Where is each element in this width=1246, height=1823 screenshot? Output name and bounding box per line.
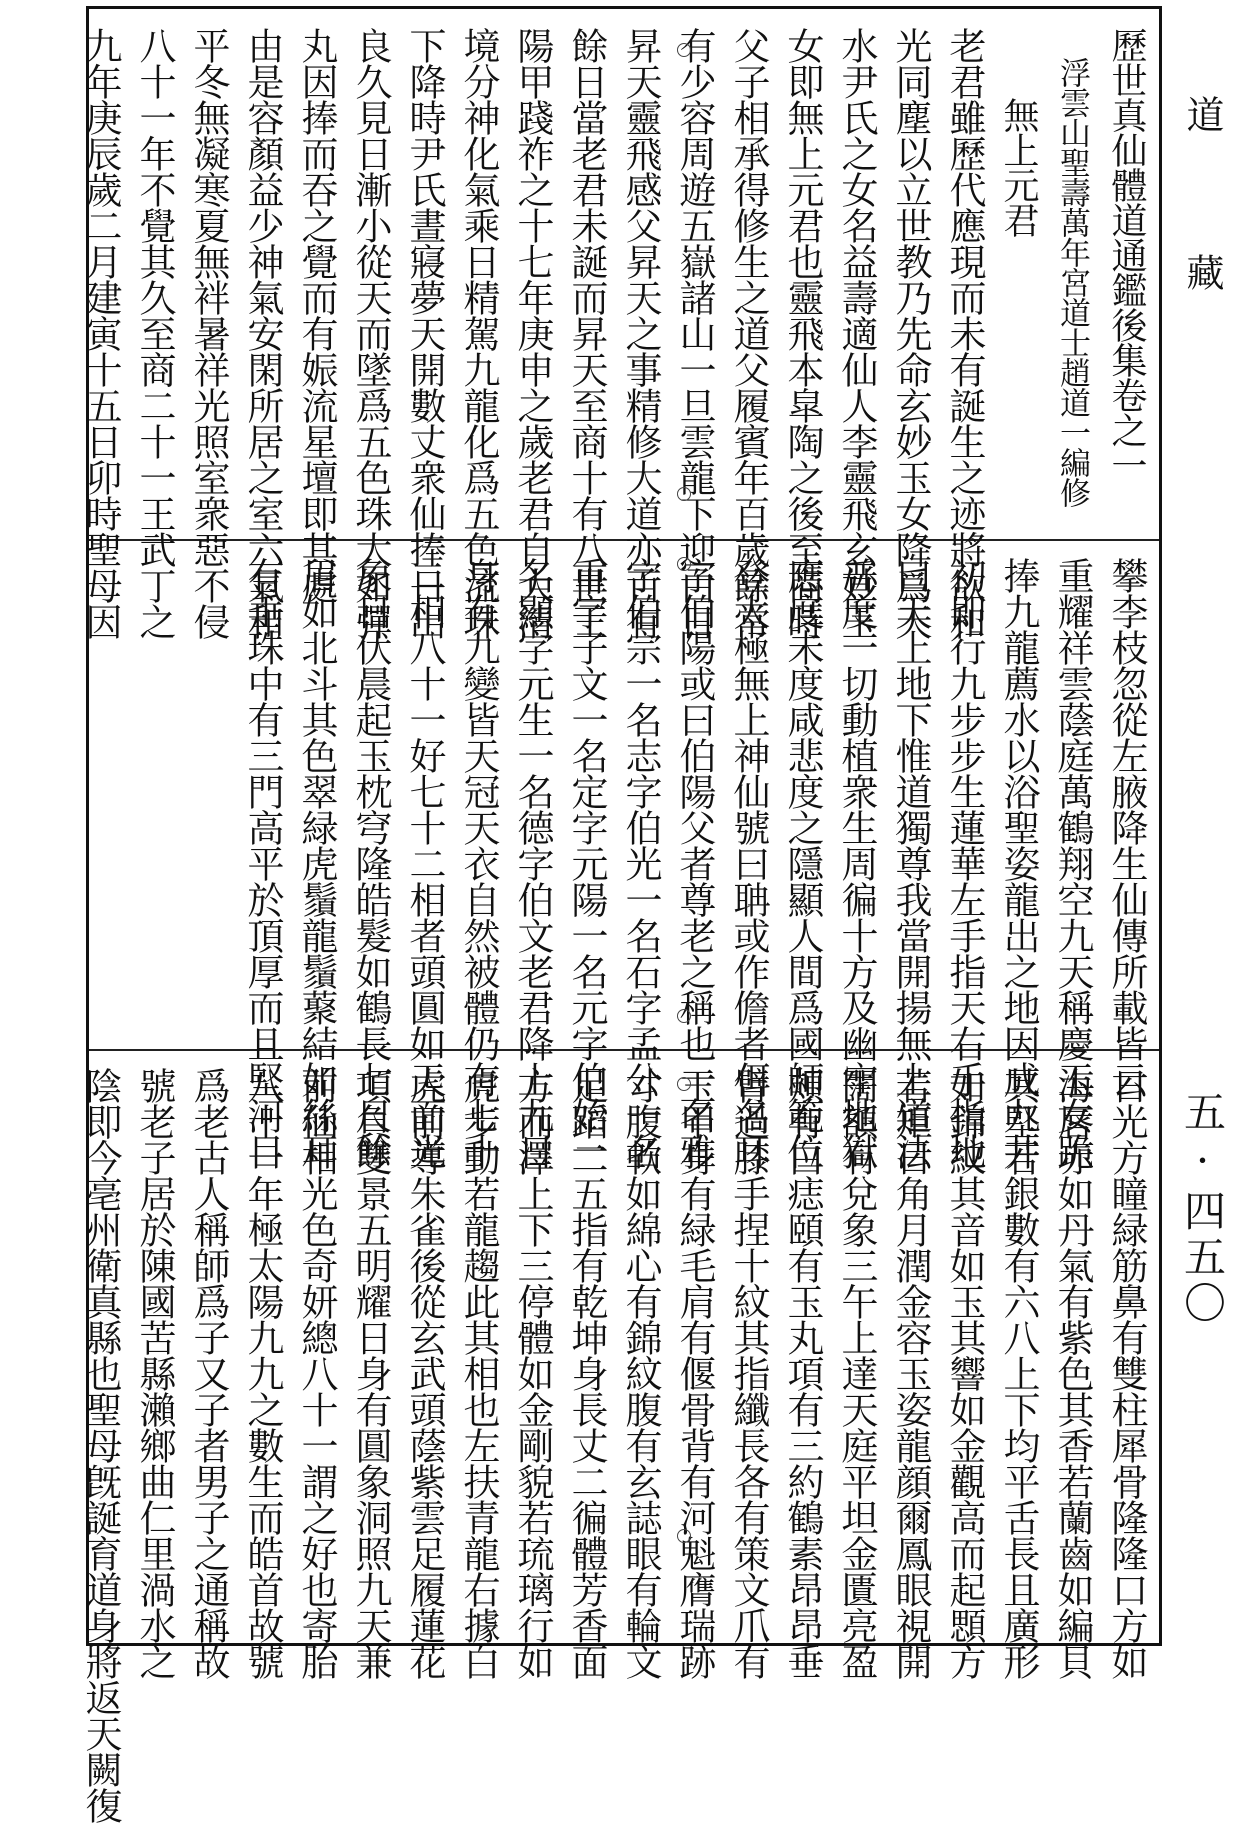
text-column: 足蹈二五指有乾坤身長丈二徧體芳香面 xyxy=(565,1067,608,1679)
seam-mark xyxy=(677,1009,691,1023)
text-column: 項負雙景五明耀日身有圓象洞照九天兼 xyxy=(349,1067,392,1679)
page-frame xyxy=(79,6,1162,1823)
text-column: 名顯字元生一名德字伯文老君降上九日 xyxy=(511,557,554,1169)
text-column: 初即行九步步生蓮華左手指天右手指地 xyxy=(943,557,986,1169)
text-column: 普度一切動植衆生周徧十方及幽牢地獄 xyxy=(835,557,878,1169)
seam-mark xyxy=(677,487,691,501)
seam-mark xyxy=(677,557,691,571)
text-column: 餘日當老君未誕而昇天至商十有八世王 xyxy=(565,27,608,639)
text-column: 下降時尹氏晝寢夢天開數丈衆仙捧日出 xyxy=(403,27,446,639)
text-column: 光同塵以立世教乃先命玄妙玉女降爲天 xyxy=(889,27,932,639)
text-panel-middle xyxy=(89,539,1159,1169)
text-column: 九年庚辰歲二月建寅十五日卯時聖母因 xyxy=(79,27,122,639)
text-column: 八十一年不覺其久至商二十一王武丁之 xyxy=(133,27,176,639)
text-column: 登太極無上神仙號曰聃或作儋者佴名耳 xyxy=(727,557,770,1169)
text-column: 重字子文一名定字元陽一名元字伯始一 xyxy=(565,557,608,1169)
seam-mark xyxy=(677,1077,691,1091)
text-column: 爲老古人稱師爲子又子者男子之通稱故 xyxy=(187,1067,230,1679)
text-column: 若矩日角月潤金容玉姿龍顔爾鳳眼視開 xyxy=(889,1067,932,1679)
text-column: 臂過膝手捏十紋其指纖長各有策文爪有 xyxy=(727,1067,770,1679)
text-column: 寸腹軟如綿心有錦紋腹有玄誌眼有輪文 xyxy=(619,1067,662,1679)
text-column: 方而澤上下三停體如金剛貌若琉璃行如 xyxy=(511,1067,554,1679)
seam-mark xyxy=(677,43,691,57)
text-column: 陰即今亳州衛真縣也聖母旣誕育道身將返天闕復 xyxy=(79,1067,122,1823)
text-column: 身有九變皆天冠天衣自然被體仍有七十 xyxy=(457,557,500,1169)
text-column: 丸因捧而吞之覺而有娠流星壇即其處 xyxy=(295,27,338,603)
text-column: 八十一年極太陽九九之數生而皓首故號 xyxy=(241,1067,284,1679)
text-column: 其堅若銀數有六八上下均平舌長且廣形 xyxy=(997,1067,1040,1679)
text-column: 父子相承得修生之道父履賓年百歲餘常 xyxy=(727,27,770,639)
text-column: 老君雖歷代應現而未有誕生之迹將欲和 xyxy=(943,27,986,639)
text-column: 字伯陽或曰伯陽父者尊老之稱也一名雅 xyxy=(673,557,716,1169)
text-column: 女即無上元君也靈飛本皐陶之後至商時 xyxy=(781,27,824,639)
text-panel-top xyxy=(79,9,1159,639)
text-column: 號老子居於陳國苦縣瀨鄉曲仁里渦水之 xyxy=(133,1067,176,1679)
text-column: 海唇赤如丹氣有紫色其香若蘭齒如編貝 xyxy=(1051,1067,1094,1679)
text-column: 歷世真仙體道通鑑後集卷之一 xyxy=(1106,27,1147,482)
text-column: 有少容周遊五嶽諸山一旦雲龍下迎白日 xyxy=(673,27,716,639)
text-column: 攀李枝忽從左腋降生仙傳所載皆云 xyxy=(1105,557,1148,1097)
column-group xyxy=(73,1067,1153,1823)
text-column: 昇天靈飛感父昇天之事精修大道亦百有 xyxy=(619,27,662,639)
text-column: 前仙相光色奇妍總八十一謂之好也寄胎 xyxy=(295,1067,338,1679)
page-number: 五·四五〇 xyxy=(1178,1090,1227,1327)
text-column: 由是容顏益少神氣安閑所居之室六氣和 xyxy=(241,27,284,639)
text-column: 眉如北斗其色翠緑虎鬚龍鬚藂結如絲耳 xyxy=(295,557,338,1169)
text-column: 二相八十一好七十二相者頭圓如天面光 xyxy=(403,557,446,1169)
text-column: 曰天上地下惟道獨尊我當開揚無上道法 xyxy=(889,557,932,1169)
text-column: 水尹氏之女名益壽適仙人李靈飛玄妙玉 xyxy=(835,27,878,639)
text-column: 浮雲山聖壽萬年宮道士趙道一編修 xyxy=(1054,27,1090,507)
text-column: 良久見日漸小從天而墜爲五色珠大如彈 xyxy=(349,27,392,639)
collection-title: 道藏 xyxy=(1180,95,1224,411)
text-column: 無上元君 xyxy=(998,27,1039,237)
text-column: 應度未度咸悲度之隱顯人間爲國師範位 xyxy=(781,557,824,1169)
text-column: 字伯宗一名志字伯光一名石字孟公一名 xyxy=(619,557,662,1169)
text-column: 陽甲踐祚之十七年庚申之歲老君自大清 xyxy=(511,27,554,639)
text-column: 境分神化氣乘日精駕九龍化爲五色流珠 xyxy=(457,27,500,639)
text-column: 虎前導朱雀後從玄武頭蔭紫雲足履蓮花 xyxy=(403,1067,446,1679)
text-column: 捧九龍薦水以浴聖姿龍出之地因成九井 xyxy=(997,557,1040,1169)
text-column: 頰有白痣頤有玉丸項有三約鶴素昂昂垂 xyxy=(781,1067,824,1679)
text-column: 日光方瞳緑筋鼻有雙柱犀骨隆隆口方如 xyxy=(1105,1067,1148,1679)
text-column: 玉甲身有緑毛肩有偃骨背有河魁膺瑞跡 xyxy=(673,1067,716,1679)
text-column: 象日伏晨起玉枕穹隆皓髮如鶴長七尺餘 xyxy=(349,557,392,1169)
text-column: 平冬無凝寒夏無袢暑祥光照室衆惡不侵 xyxy=(187,27,230,639)
text-column: 重耀祥雲蔭庭萬鶴翔空九天稱慶玉女跪 xyxy=(1051,557,1094,1169)
text-column: 如錦紋其音如玉其響如金觀高而起顋方 xyxy=(943,1067,986,1679)
text-column: 闊額有兌象三午上達天庭平坦金匱亮盈 xyxy=(835,1067,878,1679)
seam-mark xyxy=(677,1529,691,1543)
text-column: 有垂珠中有三門高平於頂厚而且堅河目 xyxy=(241,557,284,1169)
text-panel-bottom xyxy=(79,1049,1159,1823)
text-column: 虎步動若龍趨此其相也左扶青龍右據白 xyxy=(457,1067,500,1679)
